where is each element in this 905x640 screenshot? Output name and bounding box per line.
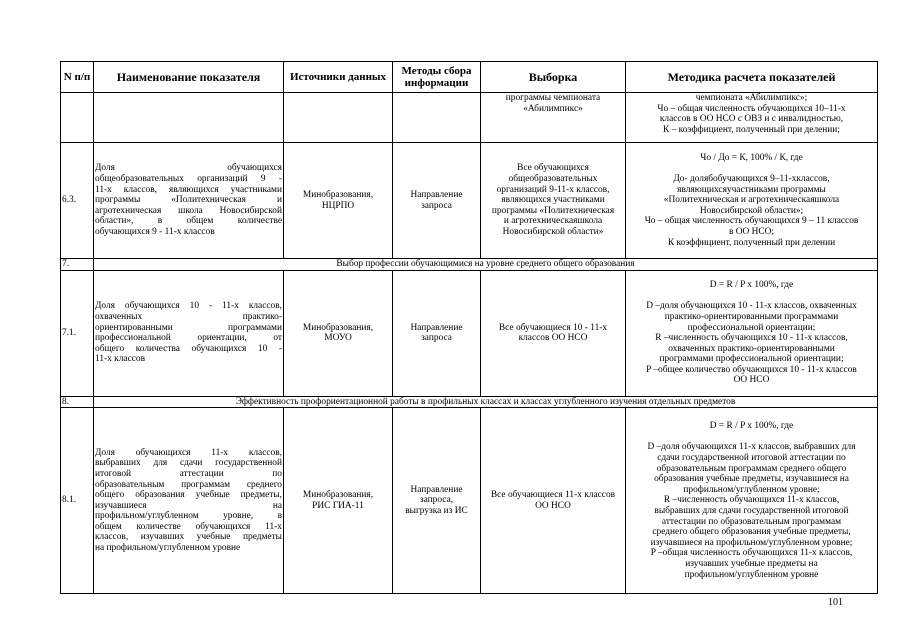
row-num: 6.3.: [61, 143, 94, 259]
text-line: запроса,: [419, 495, 454, 506]
text-line: До- долябобучающихся 9–11-хклассов,: [673, 174, 830, 185]
continuation-row: [61, 93, 878, 143]
calculation-method: [626, 408, 878, 594]
text-line: Все обучающиеся 11-х классов: [490, 490, 616, 501]
text-line: D = R / P х 100%, где: [709, 421, 794, 432]
section-row: [61, 259, 878, 271]
text-line: на профильном/углубленном уровне: [95, 543, 241, 554]
text-line: запроса: [421, 200, 452, 211]
table-row: [61, 408, 878, 594]
text-line: профессиональной ориентации;: [687, 322, 816, 333]
text-line: D –доля обучающихся 11-х классов, выбравших для: [647, 442, 856, 453]
indicator-name: [94, 408, 284, 594]
text-line: Все обучающиеся 10 - 11-х: [498, 322, 608, 333]
cont-collect: [393, 93, 481, 143]
text-line: чемпионата «Абилимпикс»;: [695, 93, 808, 103]
text-line: являющихсяучастниками программы: [677, 184, 826, 195]
text-line: ОО НСО: [733, 375, 770, 386]
collection-method: [393, 408, 481, 594]
indicator-name: [94, 143, 284, 259]
table-row: [61, 270, 878, 396]
text-line: изучавшиеся на: [95, 500, 282, 511]
text-line: МОУО: [324, 333, 352, 344]
text-line: изучавших учебные предметы на: [685, 558, 818, 569]
text-line: образовательным программам среднего: [95, 479, 282, 490]
text-line: общеобразовательных организаций 9 -: [95, 174, 282, 185]
text-line: организаций 9-11-х классов,: [496, 184, 610, 195]
text-line: «Абилимпикс»: [523, 103, 583, 114]
text-line: 11-х классов: [95, 354, 146, 365]
text-line: выгрузка из ИС: [405, 505, 468, 516]
text-line: изучавшиеся на профильном/углубленном уровне;: [650, 537, 853, 548]
header-sample: Выборка: [481, 62, 626, 93]
text-line: общеобразовательных: [508, 174, 598, 185]
text-line: программы чемпионата: [505, 93, 601, 103]
text-line: P –общая численность обучающихся 11-х классов,: [650, 548, 853, 559]
section-num: 8.: [61, 396, 94, 408]
text-line: классов ОО НСО: [518, 333, 588, 344]
sample: [481, 143, 626, 259]
text-line: аттестации по образовательным программам: [661, 516, 842, 527]
text-line: R –численность обучающихся 10 - 11-х классов,: [655, 333, 848, 344]
text-line: являющихся участниками: [501, 195, 605, 206]
text-line: [627, 163, 876, 174]
text-line: Чо – общая численность обучающихся 9 – 11 классов: [644, 216, 859, 227]
text-line: Направление: [410, 484, 463, 495]
text-line: Новосибирской области»: [502, 226, 604, 237]
cont-source: [284, 93, 393, 143]
text-line: Доля обучающихся 11-х классов,: [95, 447, 282, 458]
text-line: образовательным программам среднего общего: [656, 463, 847, 474]
text-line: [627, 432, 876, 443]
section-num: 7.: [61, 259, 94, 271]
text-line: области», в общем количестве: [95, 216, 282, 227]
sample: [481, 408, 626, 594]
text-line: среднего общего образования учебные предметы,: [652, 527, 851, 538]
text-line: запроса: [421, 333, 452, 344]
row-num: 8.1.: [61, 408, 94, 594]
text-line: R –численность обучающихся 11-х классов,: [663, 495, 840, 506]
section-row: [61, 396, 878, 408]
text-line: D –доля обучающихся 10 - 11-х классов, охваченных: [646, 301, 857, 312]
data-source: [284, 408, 393, 594]
text-line: Чо – общая численность обучающихся 10–11-х: [657, 103, 846, 114]
text-line: профильном/углубленном уровне;: [683, 484, 820, 495]
text-line: Направление: [410, 189, 463, 200]
text-line: профильном/углубленном уровне: [684, 569, 819, 580]
indicators-table: [60, 61, 878, 594]
text-line: профильном/углубленном уровне, в: [95, 511, 282, 522]
cont-name: [94, 93, 284, 143]
text-line: [627, 291, 876, 302]
text-line: охваченных практико-: [95, 311, 282, 322]
text-line: общего количества обучающихся 10 -: [95, 343, 282, 354]
text-line: агротехническая школа Новосибирской: [95, 205, 282, 216]
indicator-name: [94, 270, 284, 396]
page-number: 101: [828, 597, 843, 608]
text-line: классов в ОО НСО с ОВЗ и с инвалидностью,: [659, 114, 844, 125]
text-line: 11-х классов, являющихся участниками: [95, 184, 282, 195]
text-line: выбравших для сдачи государственной: [95, 458, 282, 469]
header-data-sources: Источники данных: [284, 62, 393, 93]
text-line: Минобразования,: [302, 490, 374, 501]
calculation-method: [626, 270, 878, 396]
header-calculation-method: Методика расчета показателей: [626, 62, 878, 93]
text-line: профессиональной ориентации, от: [95, 333, 282, 344]
text-line: охваченных практико-ориентированными: [668, 343, 835, 354]
data-source: [284, 143, 393, 259]
calculation-method: [626, 143, 878, 259]
sample: [481, 270, 626, 396]
header-num: N п/п: [61, 62, 94, 93]
text-line: практико-ориентированными программами: [664, 311, 839, 322]
section-title: Эффективность профориентационной работы в профильных классах и классах углубленного изучения отдельных предметов: [94, 396, 878, 408]
text-line: Доля обучающихся: [95, 163, 282, 174]
cont-sample: [481, 93, 626, 143]
row-num: 7.1.: [61, 270, 94, 396]
text-line: Доля обучающихся 10 - 11-х классов,: [95, 301, 282, 312]
text-line: ориентированными программами: [95, 322, 282, 333]
text-line: программы «Политехническая и: [95, 195, 282, 206]
text-line: Все обучающихся: [517, 163, 589, 174]
cont-num: [61, 93, 94, 143]
text-line: итоговой аттестации по: [95, 468, 282, 479]
text-line: P –общее количество обучающихся 10 - 11-х классов: [646, 364, 857, 375]
text-line: Направление: [410, 322, 463, 333]
header-row: [61, 62, 878, 93]
data-source: [284, 270, 393, 396]
collection-method: [393, 270, 481, 396]
text-line: Минобразования,: [302, 189, 374, 200]
text-line: классов, изучавших учебные предметы: [95, 532, 282, 543]
text-line: Новосибирской области»;: [699, 205, 804, 216]
header-collection-methods: Методы сбора информации: [393, 62, 481, 93]
text-line: ОО НСО: [535, 500, 571, 511]
text-line: D = R / P х 100%, где: [709, 280, 794, 291]
text-line: обучающихся 9 - 11-х классов: [95, 226, 215, 237]
text-line: общем количестве обучающихся 11-х: [95, 521, 282, 532]
text-line: К – коэффициент, полученный при делении;: [663, 124, 840, 135]
text-line: К коэффициент, полученный при делении: [667, 237, 836, 248]
text-line: образования учебные предметы, изучавшиеся на: [654, 474, 849, 485]
text-line: Минобразования,: [302, 322, 374, 333]
text-line: программами профессиональной ориентации;: [659, 354, 844, 365]
text-line: программы «Политехническая: [491, 205, 615, 216]
text-line: НЦРПО: [321, 200, 355, 211]
collection-method: [393, 143, 481, 259]
text-line: общего образования учебные предметы,: [95, 490, 282, 501]
text-line: «Политехническая и агротехническаяшкола: [663, 195, 840, 206]
text-line: в ОО НСО;: [728, 226, 775, 237]
table-row: [61, 143, 878, 259]
text-line: и агротехническаяшкола: [503, 216, 603, 227]
text-line: выбравших для сдачи государственной итоговой: [654, 505, 849, 516]
header-indicator-name: Наименование показателя: [94, 62, 284, 93]
section-title: Выбор профессии обучающимися на уровне среднего общего образования: [94, 259, 878, 271]
text-line: РИС ГИА-11: [312, 500, 364, 511]
cont-method: [626, 93, 878, 143]
text-line: сдачи государственной итоговой аттестации по: [657, 453, 846, 464]
text-line: Чо / До = К, 100% / К, где: [700, 152, 803, 163]
